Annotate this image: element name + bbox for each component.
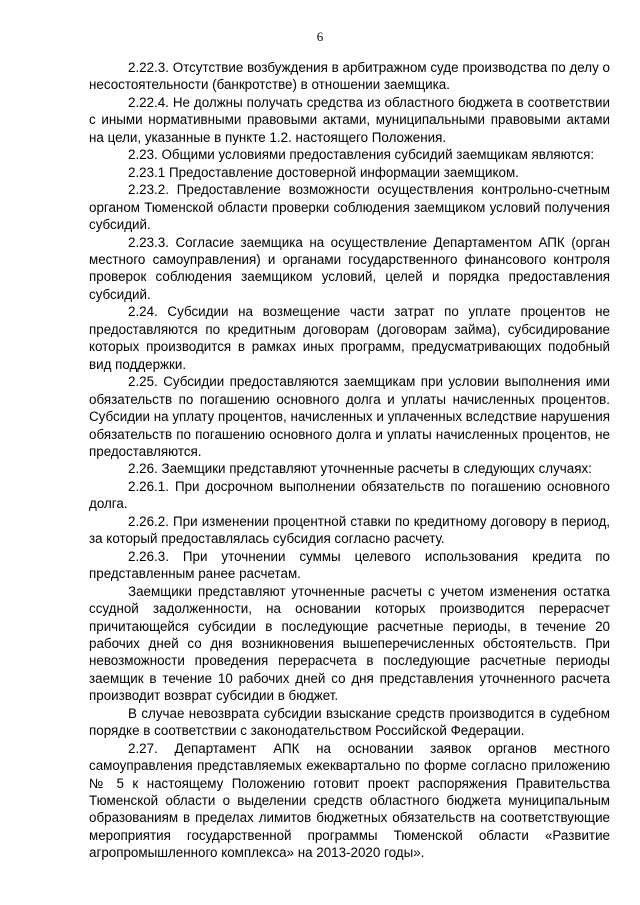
paragraph-2-27: 2.27. Департамент АПК на основании заявок органов местного самоуправления представляемых ежеквартально по форме согласно приложению № 5 к настоящему Положению готовит проект распоряжения Правительства Тюменской области о выделении средств областного бюджета муниципальным образованиям в пределах лимитов бюджетных обязательств на соответствующие мероприятия государственной программы Тюменской области «Развитие агропромышленного комплекса» на 2013-2020 годы». [89, 740, 610, 861]
paragraph-2-24: 2.24. Субсидии на возмещение части затрат по уплате процентов не предоставляются по кредитным договорам (договорам займа), субсидирование которых производится в рамках иных программ, предусматривающих подобный вид поддержки. [89, 304, 610, 372]
document-body [89, 59, 610, 862]
paragraph-2-26-2: 2.26.2. При изменении процентной ставки по кредитному договору в период, за который предоставлялась субсидия согласно расчету. [89, 513, 610, 547]
paragraph-2-22-4: 2.22.4. Не должны получать средства из областного бюджета в соответствии с иными нормативными правовыми актами, муниципальными правовыми актами на цели, указанные в пункте 1.2. настоящего Положения. [89, 94, 610, 145]
paragraph-2-26-3: 2.26.3. При уточнении суммы целевого использования кредита по представленным ранее расчетам. [89, 548, 610, 582]
paragraph-2-23-2: 2.23.2. Предоставление возможности осуществления контрольно-счетным органом Тюменской области проверки соблюдения заемщиком условий получения субсидий. [89, 182, 610, 233]
paragraph-2-26-1: 2.26.1. При досрочном выполнении обязательств по погашению основного долга. [89, 478, 610, 512]
paragraph-2-22-3: 2.22.3. Отсутствие возбуждения в арбитражном суде производства по делу о несостоятельности (банкротстве) в отношении заемщика. [89, 60, 610, 93]
page-number: 6 [316, 29, 324, 44]
paragraph-non-return: В случае невозврата субсидии взыскание средств производится в судебном порядке в соответствии с законодательством Российской Федерации. [89, 705, 610, 739]
paragraph-2-23-3: 2.23.3. Согласие заемщика на осуществление Департаментом АПК (орган местного самоуправления) и органами государственного финансового контроля проверок соблюдения заемщиком условий, целей и порядка предоставления субсидий. [89, 234, 610, 302]
paragraph-2-23: 2.23. Общими условиями предоставления субсидий заемщикам являются: [128, 147, 595, 163]
paragraph-2-25: 2.25. Субсидии предоставляются заемщикам при условии выполнения ими обязательств по погашению основного долга и уплаты начисленных процентов. Субсидии на уплату процентов, начисленных и уплаченных вследствие нарушения обязательств по погашению основного долга и уплаты начисленных процентов, не предоставляются. [89, 374, 610, 459]
paragraph-recalculation: Заемщики представляют уточненные расчеты с учетом изменения остатка ссудной задолженности, на основании которых производится перерасчет причитающейся субсидии в последующие расчетные периоды, в течение 20 рабочих дней со дня возникновения вышеперечисленных обстоятельств. При невозможности проведения перерасчета в последующие расчетные периоды заемщик в течение 10 рабочих дней со дня представления уточненного расчета производит возврат субсидии в бюджет. [89, 583, 610, 704]
paragraph-2-23-1: 2.23.1 Предоставление достоверной информации заемщиком. [128, 164, 519, 180]
paragraph-2-26: 2.26. Заемщики представляют уточненные расчеты в следующих случаях: [128, 461, 592, 477]
